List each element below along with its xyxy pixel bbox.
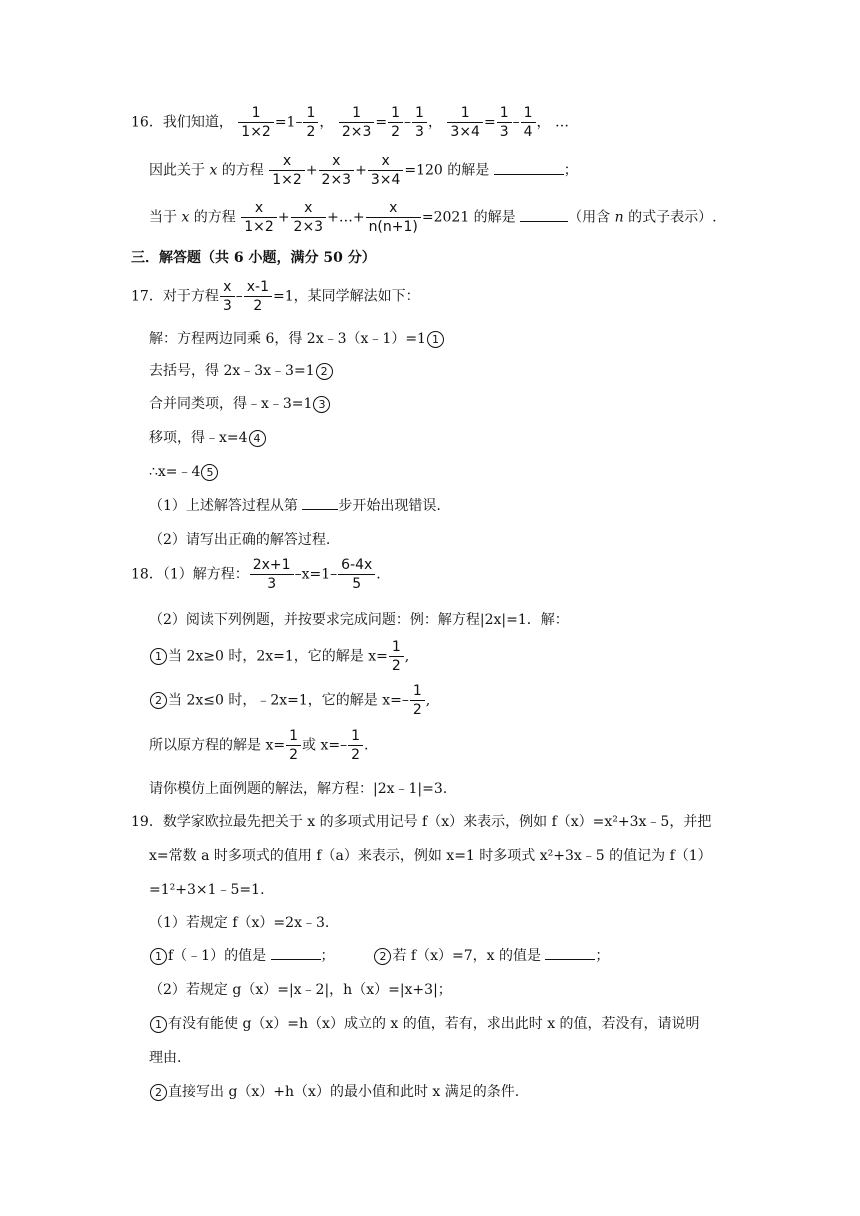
q16-line3: 当于 x 的方程 $\frac{x}{1\times 2}$ + $\frac{x}{2\times 3}$ +…+ $\frac{x}{n(n+1)}$ =2021 的解是 （用含 n 的式子表示）. <box>149 200 717 235</box>
q19-line3: =1²+3×1﹣5=1. <box>149 882 265 898</box>
section-3-heading: 三．解答题（共 6 小题，满分 50 分） <box>131 250 376 266</box>
q18-example-2: 2 当 2x≤0 时，﹣2x=1，它的解是 x=– $\frac{1}{2}$ , <box>149 682 430 719</box>
q17-step-3: 合并同类项，得﹣x﹣3=1 3 <box>149 393 331 413</box>
q19-part-1-questions: 1 f（﹣1）的值是 ； 2 若 f（x）=7，x 的值是 ； <box>149 945 609 965</box>
q19-answer-blank-2[interactable] <box>545 945 595 960</box>
q18-line1: 18．（1）解方程： $\frac{2x+1}{3}$ –x=1– $\frac{6-4x}{5}$ . <box>131 557 381 592</box>
q18-part-2: （2）阅读下列例题，并按要求完成问题：例：解方程|2x|=1．解： <box>149 612 569 628</box>
q17-step-5: ∴x=﹣4 5 <box>149 461 219 481</box>
q17-step-1: 解：方程两边同乘 6，得 2x﹣3（x﹣1）=1 1 <box>149 328 445 348</box>
q17-answer-blank[interactable] <box>302 495 338 510</box>
q17-step-2: 去括号，得 2x﹣3x﹣3=1 2 <box>149 360 334 380</box>
q16-answer-blank-1[interactable] <box>494 160 564 175</box>
q19-part-2: （2）若规定 g（x）=|x﹣2|，h（x）=|x+3|； <box>149 982 452 998</box>
q16-answer-blank-2[interactable] <box>520 207 568 222</box>
q16-frac-2: $\frac{1}{2\times 3}$ <box>339 104 375 141</box>
q17-step-4: 移项，得﹣x=4 4 <box>149 427 267 447</box>
q16-line1: 16．我们知道， $\frac{1}{1\times 2}$ =1– $\frac{1}{2}$ ， $\frac{1}{2\times 3}$ = $\frac{1}{2}$ – $\frac{1}{3}$ ， $\frac{1}{3\times 4}$ = $\frac{1}{3}$ – $\frac{1}{4}$ ， … <box>131 105 569 140</box>
q16-frac-1: $\frac{1}{1\times 2}$ <box>238 104 274 141</box>
q16-frac-3: $\frac{1}{3\times 4}$ <box>447 104 483 141</box>
q17-line1: 17．对于方程 $\frac{x}{3}$ – $\frac{x-1}{2}$ =1，某同学解法如下： <box>131 279 420 314</box>
q19-part-2-q2: 2 直接写出 g（x）+h（x）的最小值和此时 x 满足的条件. <box>149 1081 519 1101</box>
q17-part-1: （1）上述解答过程从第 步开始出现错误. <box>149 495 441 515</box>
q19-answer-blank-1[interactable] <box>271 945 321 960</box>
q18-task: 请你模仿上面例题的解法，解方程：|2x﹣1|=3. <box>149 781 448 797</box>
q16-prefix: 16．我们知道， <box>131 114 233 131</box>
q17-part-2: （2）请写出正确的解答过程. <box>149 532 331 548</box>
q19-part-1: （1）若规定 f（x）=2x﹣3. <box>149 915 330 931</box>
q19-line1: 19．数学家欧拉最先把关于 x 的多项式用记号 f（x）来表示，例如 f（x）=x²+3x﹣5，并把 <box>131 814 712 830</box>
q16-ellipsis: … <box>555 114 569 131</box>
q18-example-3: 所以原方程的解是 x= $\frac{1}{2}$ 或 x=– $\frac{1}{2}$ . <box>149 728 369 763</box>
q16-line2: 因此关于 x 的方程 $\frac{x}{1\times 2}$ + $\frac{x}{2\times 3}$ + $\frac{x}{3\times 4}$ =120 的解是 ； <box>149 153 578 188</box>
q19-line2: x=常数 a 时多项式的值用 f（a）来表示，例如 x=1 时多项式 x²+3x﹣5 的值记为 f（1） <box>149 848 712 864</box>
q18-example-1: 1 当 2x≥0 时，2x=1，它的解是 x= $\frac{1}{2}$ , <box>149 638 409 675</box>
q19-part-2-q1: 1 有没有能使 g（x）=h（x）成立的 x 的值，若有，求出此时 x 的值，若没有，请说明 <box>149 1013 700 1033</box>
q19-part-2-q1-cont: 理由. <box>149 1050 182 1066</box>
